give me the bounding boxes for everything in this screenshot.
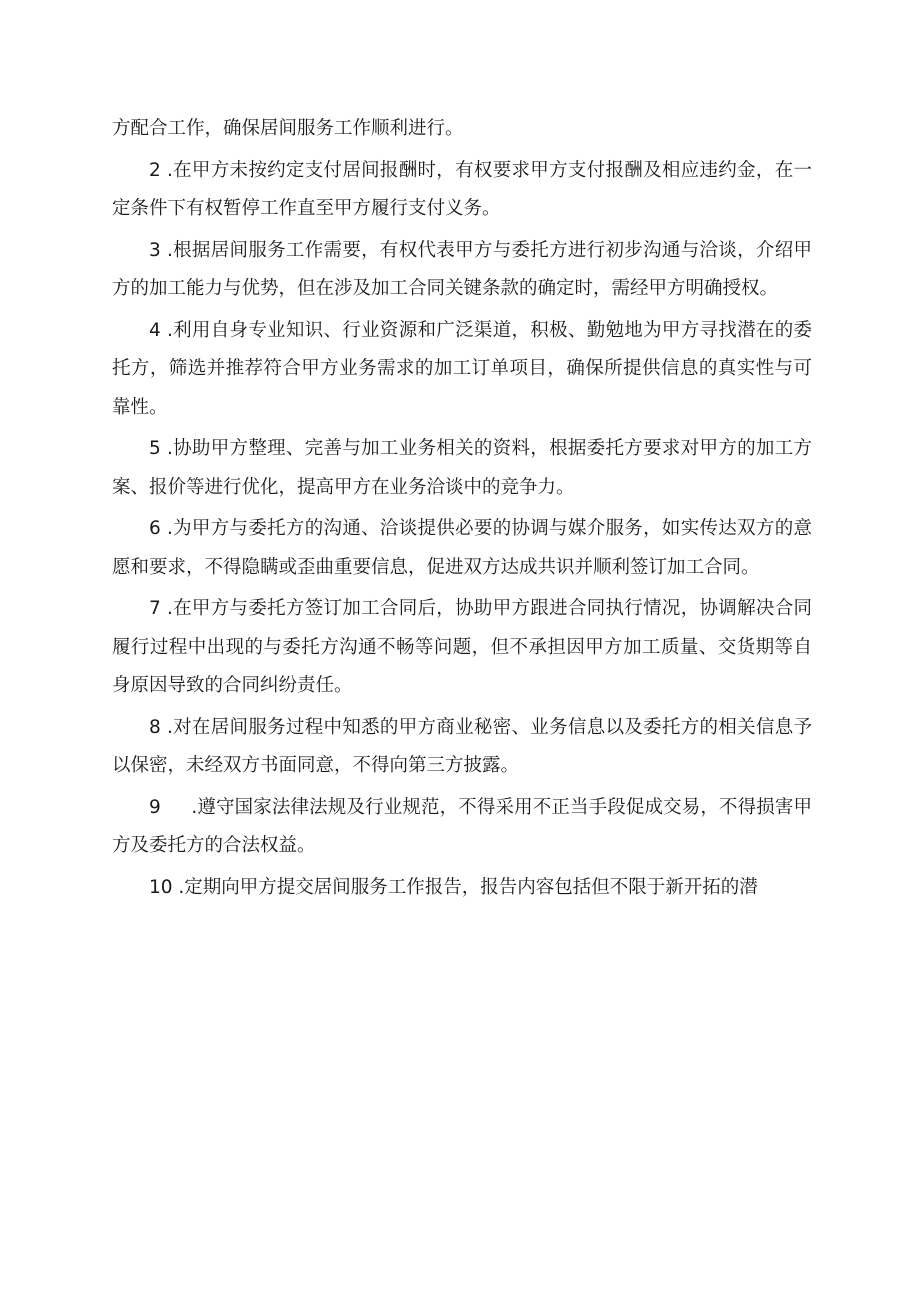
paragraph-continued: 方配合工作，确保居间服务工作顺利进行。 (112, 118, 464, 139)
clause-4: 4 .利用自身专业知识、行业资源和广泛渠道，积极、勤勉地为甲方寻找潜在的委托方，筛选并推荐符合甲方业务需求的加工订单项目，确保所提供信息的真实性与可靠性。 (112, 319, 812, 418)
clause-5: 5 .协助甲方整理、完善与加工业务相关的资料，根据委托方要求对甲方的加工方案、报价等进行优化，提高甲方在业务洽谈中的竞争力。 (112, 438, 812, 498)
clause-7: 7 .在甲方与委托方签订加工合同后，协助甲方跟进合同执行情况，协调解决合同履行过程中出现的与委托方沟通不畅等问题，但不承担因甲方加工质量、交货期等自身原因导致的合同纠纷责任。 (112, 598, 812, 696)
clause-9: 9 .遵守国家法律法规及行业规范，不得采用不正当手段促成交易，不得损害甲方及委托方的合法权益。 (112, 796, 812, 856)
clause-6: 6 .为甲方与委托方的沟通、洽谈提供必要的协调与媒介服务，如实传达双方的意愿和要求，不得隐瞒或歪曲重要信息，促进双方达成共识并顺利签订加工合同。 (112, 518, 812, 578)
clause-2: 2 .在甲方未按约定支付居间报酬时，有权要求甲方支付报酬及相应违约金，在一定条件下有权暂停工作直至甲方履行支付义务。 (112, 159, 812, 219)
clause-3: 3 .根据居间服务工作需要，有权代表甲方与委托方进行初步沟通与洽谈，介绍甲方的加工能力与优势，但在涉及加工合同关键条款的确定时，需经甲方明确授权。 (112, 239, 812, 299)
clause-8: 8 .对在居间服务过程中知悉的甲方商业秘密、业务信息以及委托方的相关信息予以保密，未经双方书面同意，不得向第三方披露。 (112, 716, 812, 776)
clause-10: 10 .定期向甲方提交居间服务工作报告，报告内容包括但不限于新开拓的潜 (149, 876, 758, 898)
document-body (112, 110, 812, 910)
